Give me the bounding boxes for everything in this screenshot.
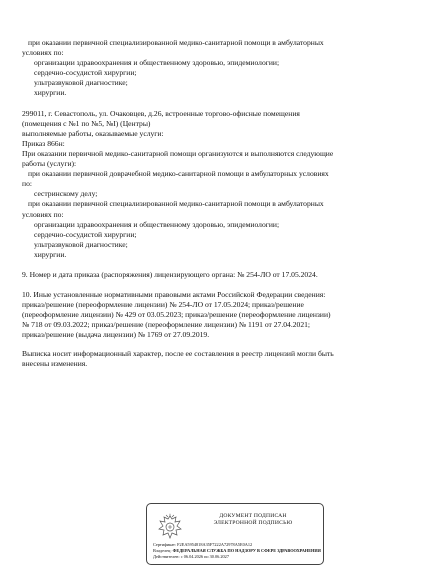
address-line: 299011, г. Севастополь, ул. Очаковцев, д.26, встроенные торгово-офисные помещения [22,108,300,118]
address-line: (помещения с №1 по №5, №I) (Центры) [22,118,151,128]
list-item: хирургии. [34,249,67,259]
section-10-line: (переоформление лицензии) № 429 от 03.05.2023; приказ/решение (переоформление лицензии) [22,310,331,320]
document-body [22,38,414,369]
text-line: по: [22,179,32,189]
list-item: сестринскому делу; [34,189,98,199]
certificate-row: Сертификат: F2EA5954818A35F7222A72978A5E0A12 [153,542,253,547]
section-10-line: приказ/решение (выдача лицензии) № 1769 от 27.09.2019. [22,330,210,340]
coat-of-arms-icon [157,513,183,541]
list-item: организации здравоохранения и общественному здоровью, эпидемиологии; [34,219,280,229]
text-line: выполняемые работы, оказываемые услуги: [22,128,164,138]
text-line: условиях по: [22,48,64,58]
text-line: при оказании первичной специализированной медико-санитарной помощи в амбулаторных [28,199,324,209]
list-item: ультразвуковой диагностике; [34,239,128,249]
validity-row: Действителен: с 06.04.2026 по 30.06.2027 [153,554,229,559]
section-9: 9. Номер и дата приказа (распоряжения) лицензирующего органа: № 254-ЛО от 17.05.2024. [22,269,318,279]
list-item: организации здравоохранения и общественному здоровью, эпидемиологии; [34,58,280,68]
section-10-line: № 718 от 09.03.2022; приказ/решение (переоформление лицензии) № 1191 от 27.04.2021; [22,320,311,330]
list-item: ультразвуковой диагностике; [34,78,128,88]
list-item: сердечно-сосудистой хирургии; [34,68,137,78]
section-10-line: 10. Иные установленные нормативными правовыми актами Российской Федерации сведения: [22,290,326,300]
text-line: условиях по: [22,209,64,219]
list-item: хирургии. [34,88,67,98]
notice-line: внесены изменения. [22,358,88,368]
text-line: при оказании первичной специализированной медико-санитарной помощи в амбулаторных [28,38,324,47]
stamp-details [153,542,324,560]
text-line: при оказании первичной доврачебной медико-санитарной помощи в амбулаторных условиях [28,169,329,179]
section-10-line: приказ/решение (переоформление лицензии) № 254-ЛО от 17.05.2024; приказ/решение [22,300,304,310]
electronic-signature-stamp [146,503,324,565]
owner-row: Владелец: ФЕДЕРАЛЬНАЯ СЛУЖБА ПО НАДЗОРУ В СФЕРЕ ЗДРАВООХРАНЕНИЯ [153,548,321,553]
text-line: работы (услуги): [22,159,77,169]
text-line: При оказании первичной медико-санитарной помощи организуются и выполняются следующие [22,148,334,158]
stamp-title: ДОКУМЕНТ ПОДПИСАН ЭЛЕКТРОННОЙ ПОДПИСЬЮ [213,513,293,526]
list-item: сердечно-сосудистой хирургии; [34,229,137,239]
notice-line: Выписка носит информационный характер, после ее составления в реестр лицензий могли быть [22,348,334,358]
text-line: Приказ 866н: [22,138,65,148]
